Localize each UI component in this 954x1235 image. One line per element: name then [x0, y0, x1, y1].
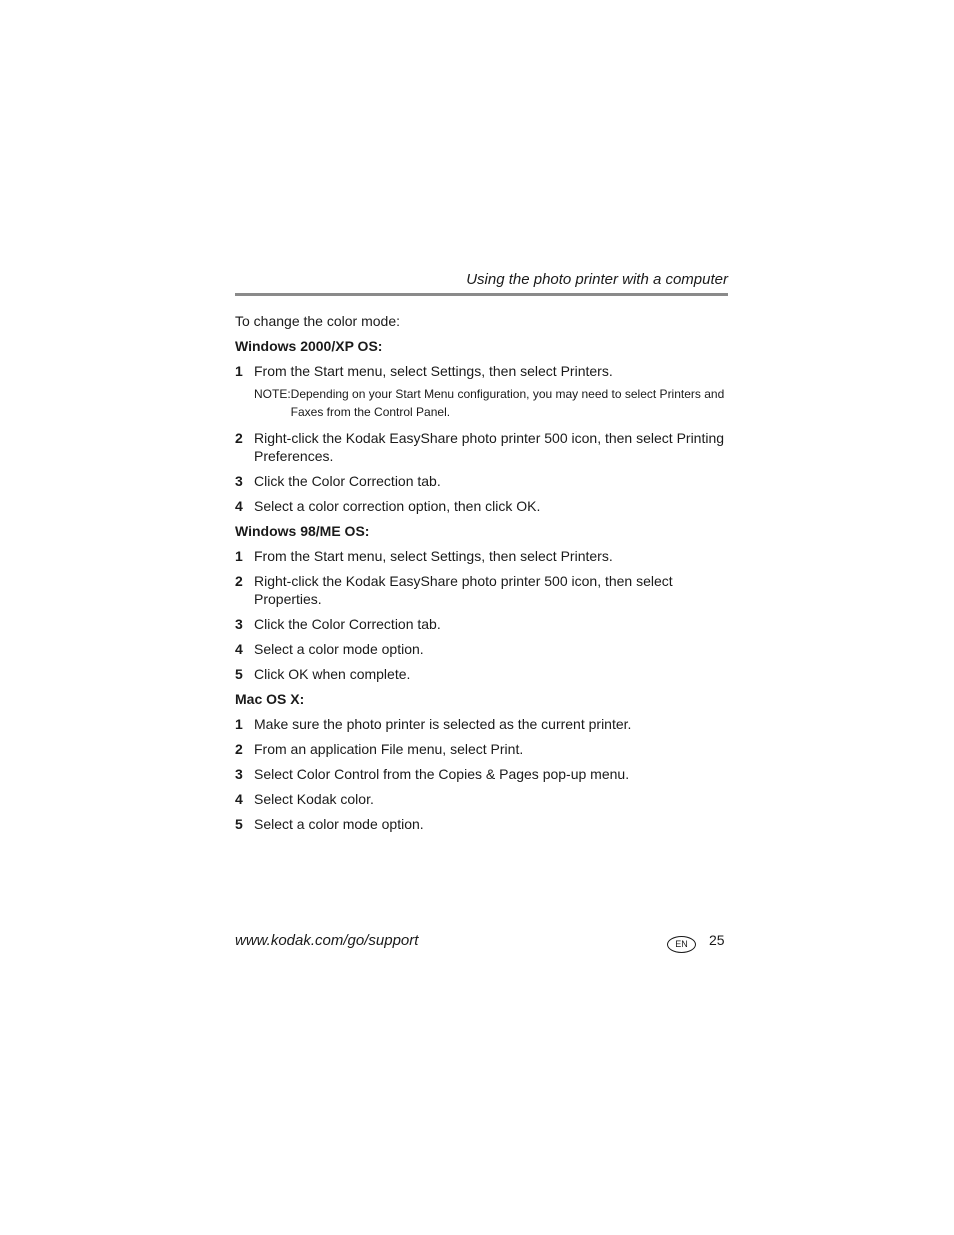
- step-number: 1: [235, 548, 243, 564]
- footer-support-url: www.kodak.com/go/support: [235, 932, 419, 949]
- step-text: Select a color mode option.: [254, 641, 424, 657]
- page-header-title: Using the photo printer with a computer: [466, 271, 728, 288]
- list-item: [235, 572, 735, 608]
- list-item: [235, 640, 735, 658]
- list-item: [235, 362, 735, 380]
- step-text: Click OK when complete.: [254, 666, 411, 682]
- step-number: 4: [235, 498, 243, 514]
- list-item: [235, 429, 735, 465]
- list-item: [235, 765, 735, 783]
- list-item: [235, 615, 735, 633]
- step-number: 2: [235, 741, 243, 757]
- step-number: 1: [235, 716, 243, 732]
- step-text: Make sure the photo printer is selected as the current printer.: [254, 716, 632, 732]
- section-heading-windows-98-me: Windows 98/ME OS:: [235, 523, 370, 539]
- step-number: 3: [235, 766, 243, 782]
- list-item: [235, 815, 735, 833]
- step-text: From the Start menu, select Settings, then select Printers.: [254, 548, 613, 564]
- step-text: Click the Color Correction tab.: [254, 616, 441, 632]
- list-item: [235, 740, 735, 758]
- step-number: 2: [235, 573, 243, 589]
- list-item: [235, 715, 735, 733]
- step-number: 1: [235, 363, 243, 379]
- list-item: [235, 497, 735, 515]
- note-label: NOTE:: [254, 387, 291, 401]
- language-badge: EN: [667, 936, 696, 953]
- step-text: Right-click the Kodak EasyShare photo printer 500 icon, then select Printing Preferences.: [254, 430, 725, 464]
- step-number: 5: [235, 816, 243, 832]
- step-text: Select a color correction option, then click OK.: [254, 498, 541, 514]
- step-number: 3: [235, 473, 243, 489]
- header-divider: [235, 293, 728, 296]
- step-text: Right-click the Kodak EasyShare photo printer 500 icon, then select Properties.: [254, 573, 673, 607]
- step-text: Select Kodak color.: [254, 791, 374, 807]
- step-number: 2: [235, 430, 243, 446]
- note: [254, 385, 735, 421]
- section-heading-windows-2000-xp: Windows 2000/XP OS:: [235, 338, 383, 354]
- step-number: 3: [235, 616, 243, 632]
- intro-text: To change the color mode:: [235, 313, 400, 329]
- step-text: Select Color Control from the Copies & Pages pop-up menu.: [254, 766, 630, 782]
- note-text: Depending on your Start Menu configuration, you may need to select Printers and Faxes from the Control Panel.: [290, 387, 725, 419]
- list-item: [235, 790, 735, 808]
- list-item: [235, 665, 735, 683]
- step-text: Select a color mode option.: [254, 816, 424, 832]
- step-number: 5: [235, 666, 243, 682]
- page-number: 25: [709, 932, 725, 948]
- step-text: From the Start menu, select Settings, then select Printers.: [254, 363, 613, 379]
- main-content: [235, 312, 735, 840]
- step-number: 4: [235, 641, 243, 657]
- list-item: [235, 547, 735, 565]
- step-text: From an application File menu, select Print.: [254, 741, 524, 757]
- step-number: 4: [235, 791, 243, 807]
- step-text: Click the Color Correction tab.: [254, 473, 441, 489]
- section-heading-mac-os-x: Mac OS X:: [235, 691, 305, 707]
- list-item: [235, 472, 735, 490]
